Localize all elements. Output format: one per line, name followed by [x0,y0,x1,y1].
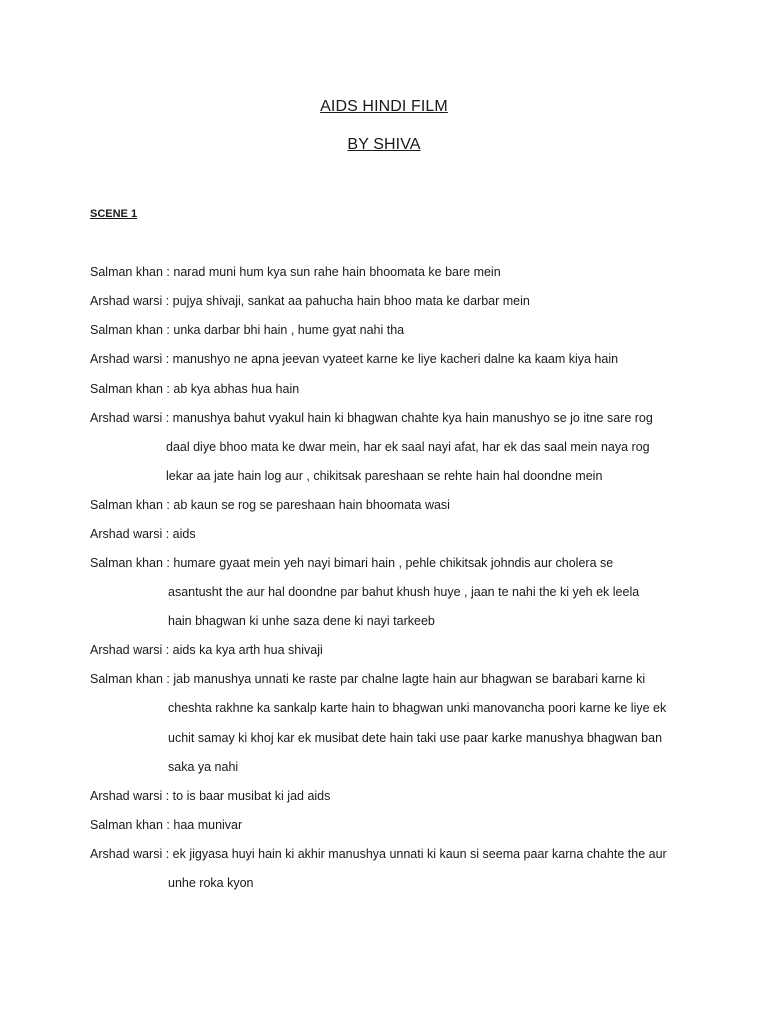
scene-heading: SCENE 1 [90,208,138,220]
dialogue-continuation: uchit samay ki khoj kar ek musibat dete hain taki use paar karke manushya bhagwan ban [168,731,663,745]
dialogue-line: Arshad warsi : ek jigyasa huyi hain ki akhir manushya unnati ki kaun si seema paar karna chahte the aur [90,847,667,861]
document-title: AIDS HINDI FILM [320,98,448,115]
dialogue-line: Salman khan : narad muni hum kya sun rahe hain bhoomata ke bare mein [90,265,501,279]
dialogue-continuation: asantusht the aur hal doondne par bahut khush huye , jaan te nahi the ki yeh ek leela [168,585,640,599]
dialogue-continuation: lekar aa jate hain log aur , chikitsak pareshaan se rehte hain hal doondne mein [166,469,603,483]
dialogue-line: Arshad warsi : manushyo ne apna jeevan vyateet karne ke liye kacheri dalne ka kaam kiya hain [90,352,619,366]
dialogue-line: Arshad warsi : manushya bahut vyakul hain ki bhagwan chahte kya hain manushyo se jo itne sare rog [90,411,653,425]
dialogue-continuation: saka ya nahi [168,760,239,774]
dialogue-line: Arshad warsi : aids ka kya arth hua shivaji [90,643,323,657]
dialogue-continuation: unhe roka kyon [168,876,254,890]
dialogue-line: Salman khan : humare gyaat mein yeh nayi bimari hain , pehle chikitsak johndis aur cholera se [90,556,614,570]
dialogue-line: Salman khan : jab manushya unnati ke raste par chalne lagte hain aur bhagwan se barabari karne ki [90,672,646,686]
dialogue-continuation: cheshta rakhne ka sankalp karte hain to bhagwan unki manovancha poori karne ke liye ek [168,701,667,715]
dialogue-line: Salman khan : ab kaun se rog se pareshaan hain bhoomata wasi [90,498,450,512]
dialogue-line: Arshad warsi : pujya shivaji, sankat aa pahucha hain bhoo mata ke darbar mein [90,294,530,308]
document-subtitle: BY SHIVA [347,136,421,153]
dialogue-continuation: hain bhagwan ki unhe saza dene ki nayi tarkeeb [168,614,435,628]
dialogue-line: Arshad warsi : aids [90,527,196,541]
dialogue-continuation: daal diye bhoo mata ke dwar mein, har ek saal nayi afat, har ek das saal mein naya rog [166,440,650,454]
dialogue-line: Salman khan : ab kya abhas hua hain [90,382,300,396]
dialogue-line: Arshad warsi : to is baar musibat ki jad aids [90,789,331,803]
dialogue-line: Salman khan : haa munivar [90,818,243,832]
dialogue-line: Salman khan : unka darbar bhi hain , hume gyat nahi tha [90,323,405,337]
